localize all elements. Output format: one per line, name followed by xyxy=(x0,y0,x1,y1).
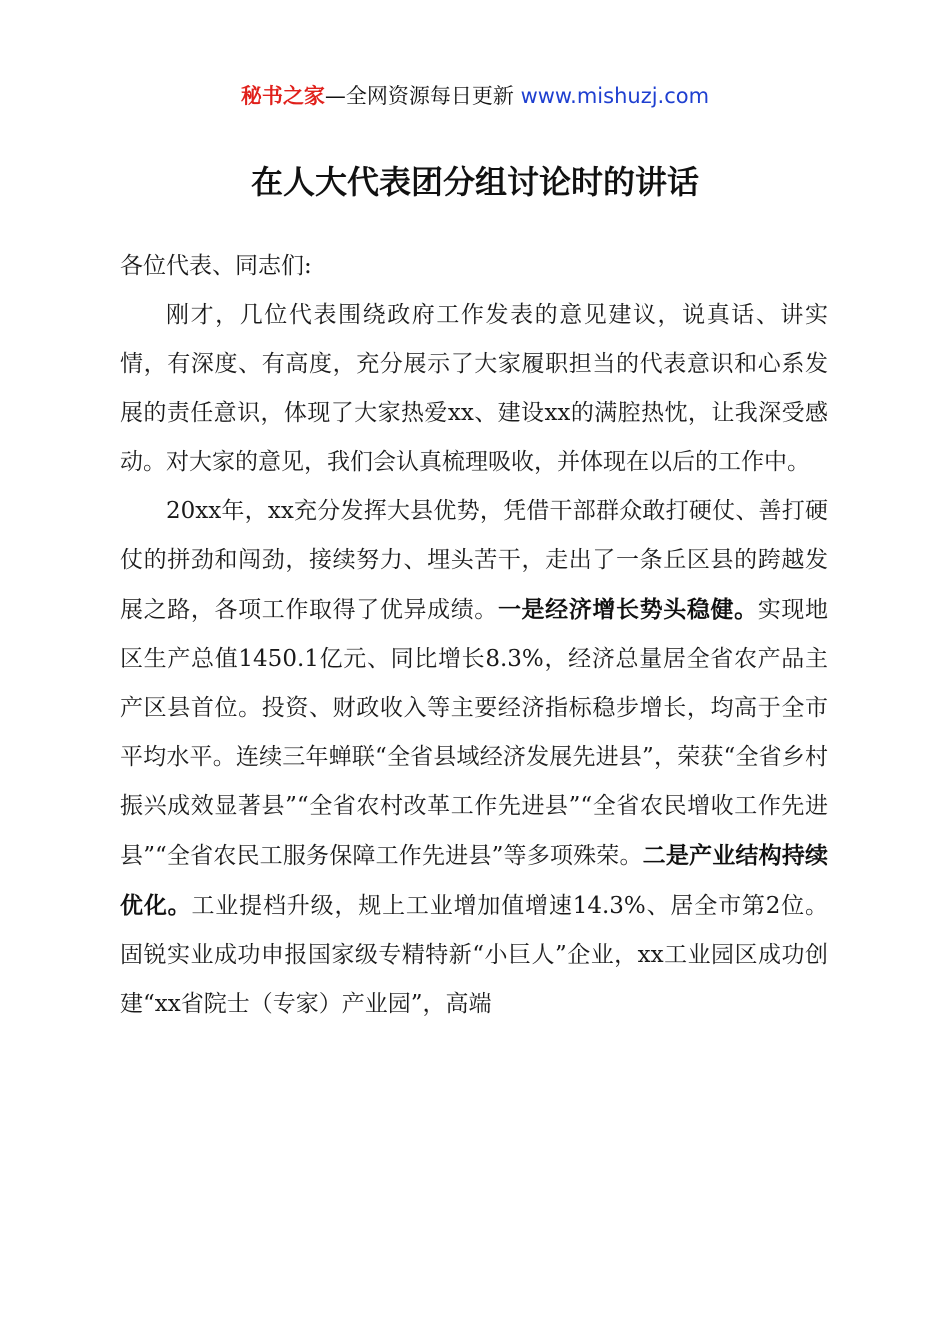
paragraph-2-intro: 20xx年，xx充分发挥大县优势，凭借干部群众敢打硬仗、善打硬仗的拼劲和闯劲，接续努力、埋头苦干，走出了一条丘区县的跨越发展之路，各项工作取得了优异成绩。 xyxy=(120,498,828,623)
document-title: 在人大代表团分组讨论时的讲话 xyxy=(250,163,699,201)
paragraph-2 xyxy=(120,487,828,1029)
document-body xyxy=(120,242,828,1029)
point-2-text: 工业提档升级，规上工业增加值增速14.3%、居全市第2位。固锐实业成功申报国家级专精特新“小巨人”企业，xx工业园区成功创建“xx省院士（专家）产业园”，高端 xyxy=(120,893,829,1017)
paragraph-1: 刚才，几位代表围绕政府工作发表的意见建议，说真话、讲实情，有深度、有高度，充分展示了大家履职担当的代表意识和心系发展的责任意识，体现了大家热爱xx、建设xx的满腔热忱，让我深受感动。对大家的意见，我们会认真梳理吸收，并体现在以后的工作中。 xyxy=(120,302,828,475)
header-tagline: —全网资源每日更新 xyxy=(324,84,514,108)
site-header xyxy=(0,82,950,110)
point-1-text: 实现地区生产总值1450.1亿元、同比增长8.3%，经济总量居全省农产品主产区县首位。投资、财政收入等主要经济指标稳步增长，均高于全市平均水平。连续三年蝉联“全省县域经济发展先进县”，荣获“全省乡村振兴成效显著县”“全省农村改革工作先进县”“全省农民增收工作先进县”“全省农民工服务保障工作先进县”等多项殊荣。 xyxy=(120,597,829,869)
site-url-link[interactable]: www.mishuzj.com xyxy=(520,84,710,108)
salutation: 各位代表、同志们: xyxy=(120,253,312,279)
brand-name: 秘书之家 xyxy=(240,84,325,108)
point-1-heading: 一是经济增长势头稳健。 xyxy=(497,596,758,623)
point-2-heading: 二是产业结构持续优化。 xyxy=(120,842,829,919)
